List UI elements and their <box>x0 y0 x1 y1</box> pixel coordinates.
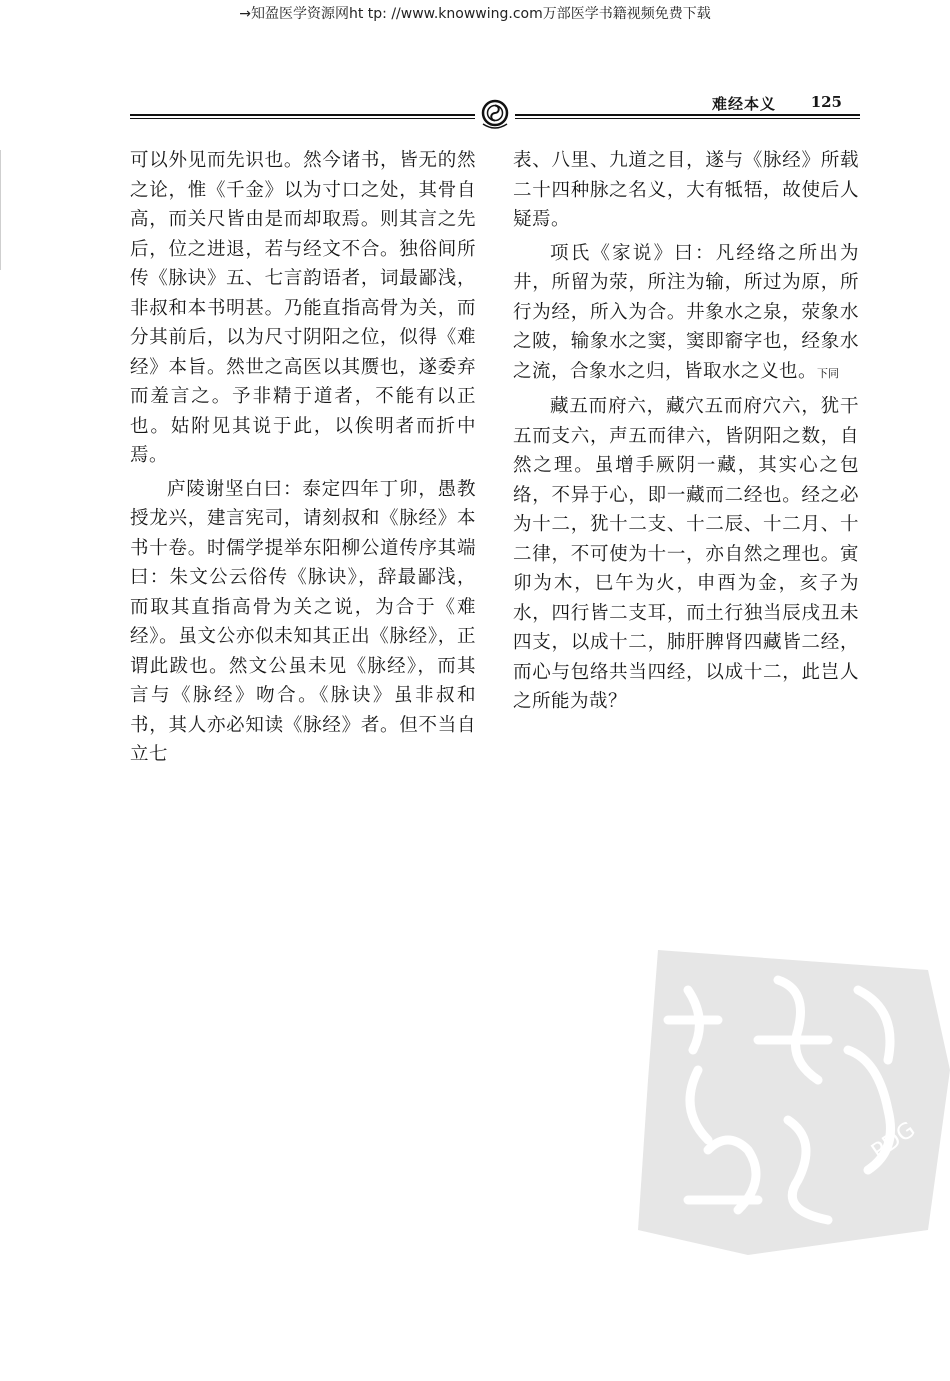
yin-yang-emblem-icon <box>479 98 511 130</box>
right-text-column <box>513 146 859 721</box>
header-rule-left <box>130 114 475 116</box>
left-paragraph-2: 庐陵谢坚白曰：泰定四年丁卯，愚教授龙兴，建言宪司，请刻叔和《脉经》本书十卷。时儒学提举东阳柳公道传序其端曰：朱文公云俗传《脉诀》，辞最鄙浅，而取其直指高骨为关之说，为合于《难经》。虽文公亦似未知其正出《脉经》，正谓此跋也。然文公虽未见《脉经》，而其言与《脉经》吻合。《脉诀》虽非叔和书，其人亦必知读《脉经》者。但不当自立七 <box>130 478 476 765</box>
pdg-seal-watermark <box>628 930 950 1260</box>
header-rule-right-thin <box>515 118 860 119</box>
running-title: 难经本义 <box>711 95 776 113</box>
left-text-column <box>130 146 476 774</box>
right-paragraph-3: 藏五而府六，藏穴五而府穴六，犹干五而支六，声五而律六，皆阴阳之数，自然之理。虽增手厥阴一藏，其实心之包络，不异于心，即一藏而二经也。经之必为十二，犹十二支、十二辰、十二月、十二律，不可使为十一，亦自然之理也。寅卯为木，巳午为火，申酉为金，亥子为水，四行皆二支耳，而土行独当辰戌丑未四支，以成十二，肺肝脾肾四藏皆二经，而心与包络共当四经，以成十二，此岂人之所能为哉？ <box>513 396 859 712</box>
scan-edge-line <box>0 150 1 270</box>
right-paragraph-1: 表、八里、九道之目，遂与《脉经》所载二十四种脉之名义，大有牴牾，故使后人疑焉。 <box>513 150 859 230</box>
top-banner-link-text[interactable]: →知盈医学资源网ht tp: //www.knowwing.com万部医学书籍视频免费下载 <box>239 6 711 22</box>
header-rule-right <box>515 114 860 116</box>
small-note-text: 下同 <box>817 366 840 380</box>
right-paragraph-2-text: 项氏《家说》曰：凡经络之所出为井，所留为荥，所注为输，所过为原，所行为经，所入为合。井象水之泉，荥象水之陂，输象水之窦，窦即窬字也，经象水之流，合象水之归，皆取水之义也。 <box>513 242 859 382</box>
page-number: 125 <box>810 93 842 111</box>
left-paragraph-1: 可以外见而先识也。然今诸书，皆无的然之论，惟《千金》以为寸口之处，其骨自高，而关尺皆由是而却取焉。则其言之先后，位之进退，若与经文不合。独俗间所传《脉诀》五、七言韵语者，词最鄙浅，非叔和本书明甚。乃能直指高骨为关，而分其前后，以为尺寸阴阳之位，似得《难经》本旨。然世之高医以其赝也，遂委弃而羞言之。予非精于道者，不能有以正也。姑附见其说于此，以俟明者而折中焉。 <box>130 150 476 466</box>
header-rule-left-thin <box>130 118 475 119</box>
seal-pdg-text: PDG <box>867 1117 921 1165</box>
right-paragraph-2 <box>513 239 859 389</box>
page-header <box>130 90 860 130</box>
